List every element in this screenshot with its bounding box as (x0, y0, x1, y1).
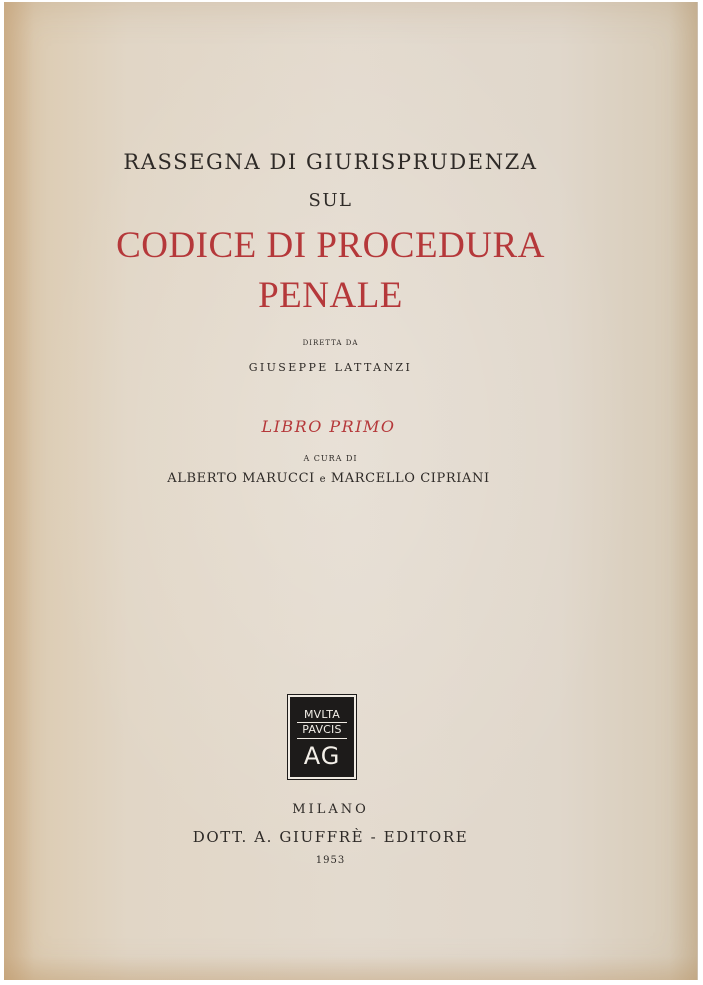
logo-motto-line-2: PAVCIS (302, 723, 342, 736)
main-title-line-1: CODICE DI PROCEDURA (116, 225, 545, 266)
logo-divider (297, 738, 347, 739)
authors-line (0, 471, 675, 486)
volume-title: LIBRO PRIMO (261, 417, 396, 436)
title-connector: SUL (308, 190, 353, 211)
edited-by-label: A CURA DI (303, 454, 358, 463)
directed-by-label: DIRETTA DA (302, 339, 359, 347)
author-1: ALBERTO MARUCCI (167, 471, 315, 486)
logo-motto-line-1: MVLTA (303, 708, 341, 721)
author-2: MARCELLO CIPRIANI (330, 471, 490, 486)
imprint-publisher: DOTT. A. GIUFFRÈ - EDITORE (192, 828, 469, 846)
paper-stain-bottom (4, 956, 697, 980)
series-title: RASSEGNA DI GIURISPRUDENZA (123, 150, 538, 174)
author-conjunction: e (319, 474, 327, 485)
imprint-city: MILANO (292, 802, 369, 817)
imprint-year: 1953 (315, 855, 346, 866)
main-title-line-2: PENALE (258, 275, 403, 316)
editor-name: GIUSEPPE LATTANZI (248, 361, 413, 374)
logo-monogram: AG (303, 742, 341, 770)
publisher-logo (288, 695, 356, 779)
book-title-page (4, 2, 698, 980)
